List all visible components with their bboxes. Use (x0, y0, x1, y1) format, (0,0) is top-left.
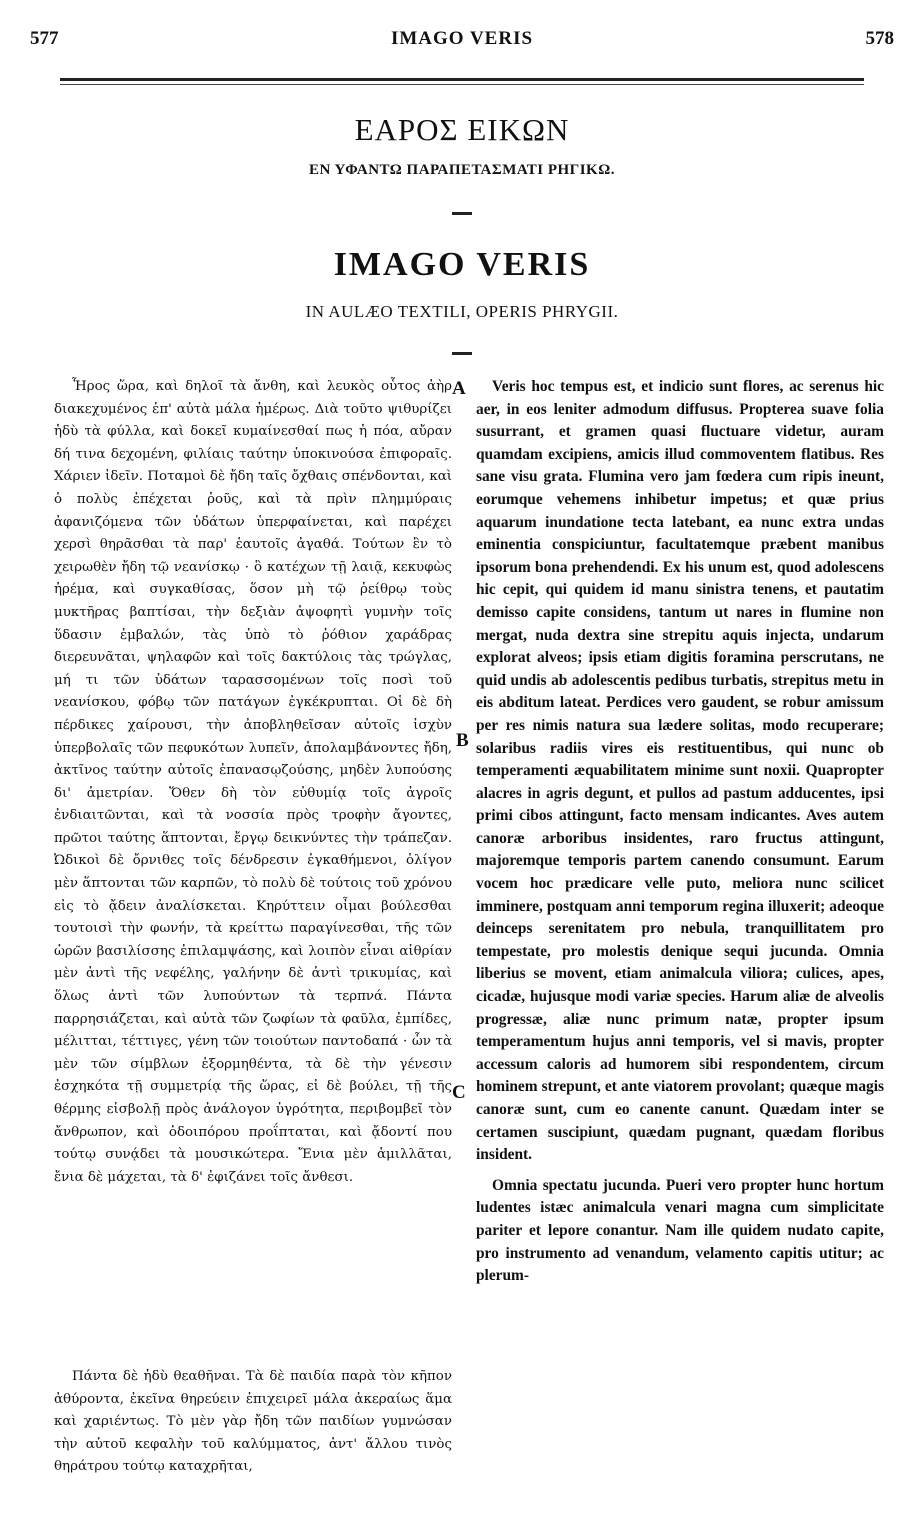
greek-subtitle: ΕΝ ΥΦΑΝΤΩ ΠΑΡΑΠΕΤΑΣΜΑΤΙ ΡΗΓΙΚΩ. (309, 162, 615, 178)
header-rule-thick (60, 78, 864, 81)
latin-column (476, 376, 884, 1288)
section-marker-c: C (452, 1082, 466, 1103)
page-number-left: 577 (30, 28, 59, 49)
section-marker-a: A (452, 378, 466, 399)
greek-paragraph-2: Πάντα δὲ ἡδὺ θεαθῆναι. Τὰ δὲ παιδία παρὰ τὸν κῆπον ἀθύροντα, ἐκεῖνα θηρεύειν ἐπιχειρεῖ μάλα ἀκεραίως ἅμα καὶ χαριέντως. Τὸ μὲν γὰρ ἤδη τῶν παιδίων γυμνώσαν τὴν αὐτοῦ κεφαλὴν τοῦ καλύμματος, ἀντ' ἄλλου τινὸς θηράτρου τούτῳ καταχρῆται, (54, 1369, 452, 1475)
latin-paragraph-1: Veris hoc tempus est, et indicio sunt flores, ac serenus hic aer, in eos leniter admodum diffusus. Propterea suave folia susurrant, et gramen quasi fluctuare videtur, auram quamdam excipiens, amicis illud commoventem flatibus. Res sane visu grata. Flumina vero jam fœdera cum ripis ineunt, eorumque vehemens inhibetur impetus; et quæ prius aquarum inundatione tecta latebant, ea nunc extra undas eminentia conspiciuntur, facultatemque præbent manibus ipsorum bona prehendendi. Ex his unum est, quod adolescens hic cepit, qui quidem id manu sinistra tenens, et pautatim demisso capite considens, tantum ut nares in flumine non mergat, nuda dextra sine strepitu aquis injecta, undarum explorat alveos; ipsis etiam digitis foramina perscrutans, ne quid undis ab adolescentis pedibus turbatis, strepitus metu in eis abditum lateat. Perdices vero gaudent, se robur amissum per res nimis natura sua lædere solitas, modo recuperare; solaribus radiis vires eis restituentibus, qui nunc ob temperamenti æquabilitatem minime sunt noxii. Quapropter alacres in agris degunt, et pullos ad pastum adducentes, ipsi primi cibos attingunt, facto mensam indicantes. Aves autem canoræ arboribus insidentes, raro fructus attingunt, majoremque temporis partem canendo consumunt. Earum vocem hoc prædicare velle puto, meliora nunc scilicet imminere, postquam anni temporum regina illuxerit; adeoque deinceps serenitatem pro nebula, tranquillitatem pro tempestate, pro molestis denique sequi jucunda. Omnia liberius se movent, etiam animalcula viliora; culices, apes, cicadæ, hujusque modi variæ species. Harum aliæ de alveolis progressæ, aliæ nunc primum natæ, propter ipsum temperamentum hujus anni temporis, vel si mavis, propter accessum caloris ad humorem sibi respondentem, circum hominem strepunt, et ante viatorem provolant; quæque magis canoræ sunt, cum eo canente canunt. Quædam inter se certamen suscipiunt, quædam pugnant, quædam floribus insident. (476, 378, 884, 1164)
title-separator (452, 212, 472, 215)
latin-subtitle: IN AULÆO TEXTILI, OPERIS PHRYGII. (305, 302, 619, 321)
latin-paragraph-2: Omnia spectatu jucunda. Pueri vero propter hunc hortum ludentes istæc animalcula venari magna cum simplicitate pariter et lepore conantur. Nam ille quidem nudato capite, pro instrumento ad venandum, velamento capitis utitur; ac plerum- (476, 1176, 884, 1285)
running-header (30, 28, 894, 58)
greek-title: ΕΑΡΟΣ ΕΙΚΩΝ (354, 112, 570, 147)
running-title: IMAGO VERIS (390, 28, 534, 49)
section-marker-b: B (456, 730, 469, 751)
title-separator (452, 352, 472, 355)
greek-column (54, 376, 452, 1506)
greek-paragraph-1: Ἦρος ὥρα, καὶ δηλοῖ τὰ ἄνθη, καὶ λευκὸς οὗτος ἀὴρ διακεχυμένος ἐπ' αὐτὰ μάλα ἡμέρως. Διὰ τοῦτο ψιθυρίζει ἡδὺ τὰ φύλλα, καὶ δοκεῖ κυμαίνεσθαί πως ἡ πόα, αὔραν δή τινα δεχομένη, φιλίαις ταύτην ὑποκινούσα ἐπιφοραῖς. Χάριεν ἰδεῖν. Ποταμοὶ δὲ ἤδη ταῖς ὄχθαις σπένδονται, καὶ ὁ πολὺς ἐπέχεται ῥοῦς, καὶ τὰ πρὶν πλημμύραις ἀφανιζόμενα τῶν ὑδάτων ὑπερφαίνεται, καὶ παρέχει χερσὶ θηρᾶσθαι τὰ παρ' ἑαυτοῖς ἀγαθά. Τούτων ἓν τὸ χειρωθὲν ἤδη τῷ νεανίσκῳ · ὃ κατέχων τῇ λαιᾷ, κεκυφὼς ἠρέμα, καὶ συγκαθίσας, ὅσον μὴ τῷ ῥείθρῳ τοὺς μυκτῆρας βαπτίσαι, τὴν δεξιὰν ἀψοφητὶ γυμνὴν τοῖς ὕδασιν ἐμβαλών, τὰς ὑπὸ τὸ ῥόθιον χαράδρας διερευνᾶται, ψηλαφῶν καὶ τοῖς δακτύλοις τὰς τρώγλας, μή τι τῶν ὑδάτων ταρασσομένων τοῖς ποσὶ τοῦ νεανίσκου, φόβῳ τῶν πατάγων ἐγκέκρυπται. Οἱ δὲ δὴ πέρδικες χαίρουσι, τὴν ἀποβληθεῖσαν αὐτοῖς ἰσχὺν ὑπερβολαῖς τῶν πεφυκότων λυπεῖν, ἀπολαμβάνοντες ἤδη, ἀκτῖνος ταύτην αὐτοῖς ἐπανασῳζούσης, μηδὲν λυπούσης δι' ἀμετρίαν. Ὅθεν δὴ τὸν εὐθυμίᾳ τοῖς ἀγροῖς ἐνδιαιτῶνται, καὶ τὰ νοσσία πρὸς τροφὴν ἄγοντες, πρῶτοι ταύτης ἅπτονται, ἔργῳ δεικνύντες τὴν τράπεζαν. Ὠδικοὶ δὲ ὄρνιθες τοῖς δένδρεσιν ἐγκαθήμενοι, ὀλίγον μὲν ἅπτονται τῶν καρπῶν, τὸ πολὺ δὲ τούτοις τοῦ χρόνου εἰς τὸ ᾄδειν ἀναλίσκεται. Κηρύττειν οἶμαι βούλεσθαι τουτοισὶ τὴν φωνήν, τὰ κρείττω παραγίνεσθαι, τῆς τῶν ὡρῶν βασιλίσσης ἐπιλαμψάσης, καὶ λοιπὸν εἶναι αἰθρίαν μὲν ἀντὶ τῆς νεφέλης, γαλήνην δὲ ἀντὶ τρικυμίας, καὶ ὅλως ἀντὶ τῶν λυπούντων τὰ τερπνά. Πάντα παρρησιάζεται, καὶ αὐτὰ τῶν ζωφίων τὰ φαῦλα, ἐμπίδες, μέλιτται, τέττιγες, γένη τῶν τοιούτων παντοδαπά · ὧν τὰ μὲν τῶν σίμβλων ἐξορμηθέντα, τὰ δὲ τὴν γένεσιν ἐσχηκότα τῇ συμμετρίᾳ τῆς ὥρας, εἰ δὲ βούλει, τῇ τῆς θέρμης εἰσβολῇ πρὸς ἀνάλογον ὑγρότητα, περιβομβεῖ τὸν ἄνθρωπον, καὶ ὁδοιπόρου προΐπταται, καὶ ᾄδοντί που τούτῳ συνᾴδει τὰ μουσικώτερα. Ἔνια μὲν ἁμιλλᾶται, ἔνια δὲ μάχεται, τὰ δ' ἐφιζάνει τοῖς ἄνθεσι. (54, 379, 452, 1185)
page-number-right: 578 (865, 28, 894, 49)
latin-title: IMAGO VERIS (333, 246, 591, 283)
header-rule-thin (60, 84, 864, 85)
